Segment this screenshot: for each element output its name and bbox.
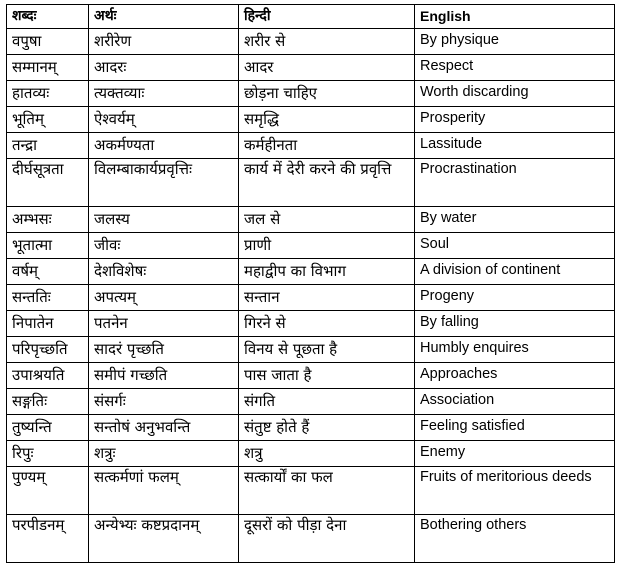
table-row — [7, 467, 615, 515]
cell-arth: त्यक्तव्याः — [89, 81, 239, 107]
cell-arth: विलम्बाकार्यप्रवृत्तिः — [89, 159, 239, 207]
cell-hindi: महाद्वीप का विभाग — [239, 259, 415, 285]
cell-hindi: समृद्धि — [239, 107, 415, 133]
cell-shabd: वपुषा — [7, 29, 89, 55]
cell-shabd: हातव्यः — [7, 81, 89, 107]
table-row — [7, 259, 615, 285]
cell-hindi: कर्महीनता — [239, 133, 415, 159]
header-arth: अर्थः — [89, 5, 239, 29]
cell-arth: अन्येभ्यः कष्टप्रदानम् — [89, 515, 239, 563]
cell-english: Humbly enquires — [415, 337, 615, 363]
table-row — [7, 233, 615, 259]
cell-arth: सत्कर्मणां फलम् — [89, 467, 239, 515]
cell-shabd: वर्षम् — [7, 259, 89, 285]
table-row — [7, 29, 615, 55]
table-row — [7, 441, 615, 467]
cell-arth: सन्तोषं अनुभवन्ति — [89, 415, 239, 441]
cell-english: By falling — [415, 311, 615, 337]
cell-hindi: दूसरों को पीड़ा देना — [239, 515, 415, 563]
table-row — [7, 133, 615, 159]
cell-english: Prosperity — [415, 107, 615, 133]
cell-shabd: परिपृच्छति — [7, 337, 89, 363]
vocabulary-table — [6, 4, 615, 563]
cell-hindi: सन्तान — [239, 285, 415, 311]
cell-arth: पतनेन — [89, 311, 239, 337]
header-hindi: हिन्दी — [239, 5, 415, 29]
cell-hindi: पास जाता है — [239, 363, 415, 389]
header-english: English — [415, 5, 615, 29]
cell-hindi: कार्य में देरी करने की प्रवृत्ति — [239, 159, 415, 207]
cell-arth: अकर्मण्यता — [89, 133, 239, 159]
cell-shabd: सन्ततिः — [7, 285, 89, 311]
table-row — [7, 107, 615, 133]
cell-shabd: तुष्यन्ति — [7, 415, 89, 441]
cell-arth: शत्रुः — [89, 441, 239, 467]
cell-hindi: प्राणी — [239, 233, 415, 259]
cell-arth: जीवः — [89, 233, 239, 259]
cell-english: Progeny — [415, 285, 615, 311]
cell-hindi: गिरने से — [239, 311, 415, 337]
cell-english: By physique — [415, 29, 615, 55]
cell-hindi: सत्कार्यों का फल — [239, 467, 415, 515]
cell-shabd: पुण्यम् — [7, 467, 89, 515]
table-row — [7, 207, 615, 233]
cell-arth: जलस्य — [89, 207, 239, 233]
cell-arth: आदरः — [89, 55, 239, 81]
cell-english: Feeling satisfied — [415, 415, 615, 441]
header-row — [7, 5, 615, 29]
cell-shabd: दीर्घसूत्रता — [7, 159, 89, 207]
cell-english: Fruits of meritorious deeds — [415, 467, 615, 515]
table-row — [7, 159, 615, 207]
cell-shabd: परपीडनम् — [7, 515, 89, 563]
cell-english: Soul — [415, 233, 615, 259]
cell-english: Bothering others — [415, 515, 615, 563]
cell-english: Respect — [415, 55, 615, 81]
cell-english: A division of continent — [415, 259, 615, 285]
cell-shabd: भूतिम् — [7, 107, 89, 133]
cell-shabd: निपातेन — [7, 311, 89, 337]
cell-english: Approaches — [415, 363, 615, 389]
cell-arth: संसर्गः — [89, 389, 239, 415]
cell-shabd: रिपुः — [7, 441, 89, 467]
cell-arth: शरीरेण — [89, 29, 239, 55]
cell-hindi: संगति — [239, 389, 415, 415]
cell-arth: देशविशेषः — [89, 259, 239, 285]
cell-shabd: भूतात्मा — [7, 233, 89, 259]
cell-arth: अपत्यम् — [89, 285, 239, 311]
cell-arth: ऐश्वर्यम् — [89, 107, 239, 133]
cell-english: Procrastination — [415, 159, 615, 207]
cell-arth: समीपं गच्छति — [89, 363, 239, 389]
cell-hindi: जल से — [239, 207, 415, 233]
cell-hindi: आदर — [239, 55, 415, 81]
cell-hindi: शरीर से — [239, 29, 415, 55]
cell-hindi: शत्रु — [239, 441, 415, 467]
table-row — [7, 337, 615, 363]
cell-english: By water — [415, 207, 615, 233]
table-row — [7, 363, 615, 389]
cell-hindi: छोड़ना चाहिए — [239, 81, 415, 107]
table-row — [7, 515, 615, 563]
cell-hindi: संतुष्ट होते हैं — [239, 415, 415, 441]
cell-shabd: सम्मानम् — [7, 55, 89, 81]
table-row — [7, 389, 615, 415]
cell-hindi: विनय से पूछता है — [239, 337, 415, 363]
table-row — [7, 415, 615, 441]
header-shabd: शब्दः — [7, 5, 89, 29]
cell-english: Enemy — [415, 441, 615, 467]
cell-shabd: तन्द्रा — [7, 133, 89, 159]
cell-shabd: अम्भसः — [7, 207, 89, 233]
table-row — [7, 81, 615, 107]
cell-shabd: उपाश्रयति — [7, 363, 89, 389]
cell-english: Worth discarding — [415, 81, 615, 107]
table-row — [7, 55, 615, 81]
table-row — [7, 311, 615, 337]
table-row — [7, 285, 615, 311]
cell-english: Association — [415, 389, 615, 415]
cell-arth: सादरं पृच्छति — [89, 337, 239, 363]
cell-english: Lassitude — [415, 133, 615, 159]
cell-shabd: सङ्गतिः — [7, 389, 89, 415]
